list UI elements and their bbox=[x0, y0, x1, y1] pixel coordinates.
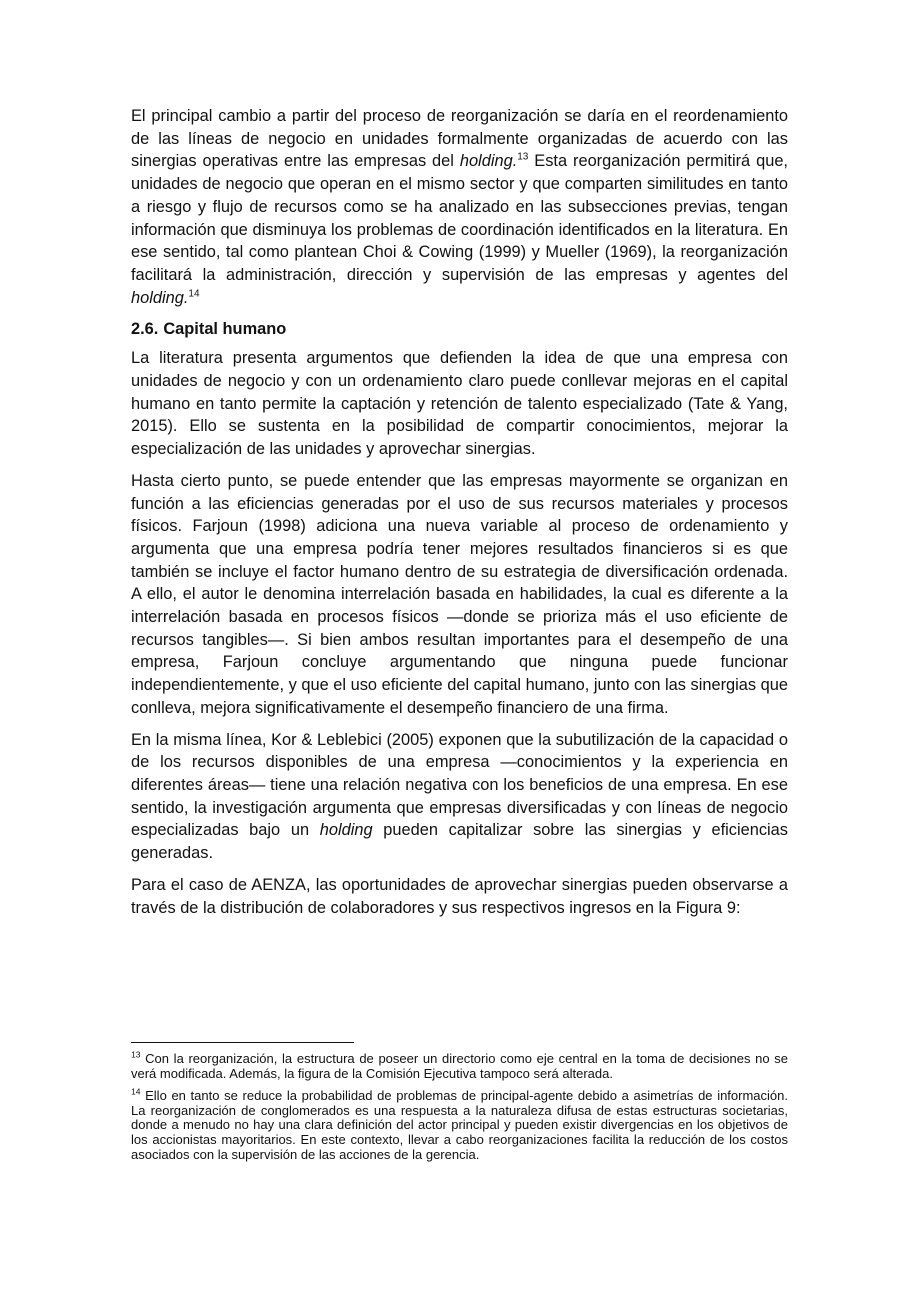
paragraph-literatura: La literatura presenta argumentos que defienden la idea de que una empresa con unidades de negocio y con un ordenamiento claro puede conllevar mejoras en el capital humano en tanto permite la captación y retención de talento especializado (Tate & Yang, 2015). Ello se sustenta en la posibilidad de compartir conocimientos, mejorar la especialización de las unidades y aprovechar sinergias. bbox=[131, 349, 788, 459]
text-run: En la misma línea, Kor & Leblebici (2005) exponen que la subutilización de la capacidad o de los recursos disponibles de una empresa —conocimientos y la experiencia en diferentes áreas— tiene una relación negativa con los beneficios de una empresa. En ese sentido, la investigación argumenta que empresas diversificadas y con líneas de negocio especializadas bajo un bbox=[131, 730, 788, 840]
paragraph-kor-leblebici bbox=[131, 729, 788, 865]
text-run: pueden capitalizar sobre las sinergias y eficiencias generadas. bbox=[131, 821, 788, 863]
footnote-13 bbox=[131, 1049, 788, 1081]
paragraph-reorganizacion bbox=[131, 105, 788, 309]
page-body bbox=[131, 105, 788, 928]
text-run: El principal cambio a partir del proceso de reorganización se daría en el reordenamiento de las líneas de negocio en unidades formalmente organizadas de acuerdo con las sinergias operativas entre las empresas del bbox=[131, 107, 788, 171]
footnote-14 bbox=[131, 1086, 788, 1162]
section-heading bbox=[131, 318, 788, 340]
footnote-ref-13[interactable]: 13 bbox=[517, 151, 529, 163]
footnote-separator bbox=[131, 1042, 354, 1043]
footnote-number: 14 bbox=[131, 1086, 141, 1097]
italic-holding: holding. bbox=[459, 152, 518, 171]
italic-holding: holding. bbox=[131, 288, 189, 307]
section-number: 2.6. bbox=[131, 320, 159, 339]
footnote-ref-14[interactable]: 14 bbox=[188, 288, 200, 300]
section-title: Capital humano bbox=[163, 320, 287, 339]
paragraph-aenza: Para el caso de AENZA, las oportunidades de aprovechar sinergias pueden observarse a través de la distribución de colaboradores y sus respectivos ingresos en la Figura 9: bbox=[131, 875, 788, 917]
paragraph-farjoun: Hasta cierto punto, se puede entender que las empresas mayormente se organizan en función a las eficiencias generadas por el uso de sus recursos materiales y procesos físicos. Farjoun (1998) adiciona una nueva variable al proceso de ordenamiento y argumenta que una empresa podría tener mejores resultados financieros si es que también se incluye el factor humano dentro de su estrategia de diversificación ordenada. A ello, el autor le denomina interrelación basada en habilidades, la cual es diferente a la interrelación basada en procesos físicos —donde se prioriza más el uso eficiente de recursos tangibles—. Si bien ambos resultan importantes para el desempeño de una empresa, Farjoun concluye argumentando que ninguna puede funcionar independientemente, y que el uso eficiente del capital humano, junto con las sinergias que conlleva, mejora significativamente el desempeño financiero de una firma. bbox=[131, 471, 788, 717]
footnote-text: Ello en tanto se reduce la probabilidad de problemas de principal-agente debido a asimetrías de información. La reorganización de conglomerados es una respuesta a la naturaleza difusa de estas estructuras societarias, donde a menudo no hay una clara definición del actor principal y pueden existir divergencias en los objetivos de los accionistas mayoritarios. En este contexto, llevar a cabo reorganizaciones facilita la reducción de los costos asociados con la supervisión de las acciones de la gerencia. bbox=[131, 1088, 788, 1162]
text-run: Esta reorganización permitirá que, unidades de negocio que operan en el mismo sector y que comparten similitudes en tanto a riesgo y flujo de recursos como se ha analizado en las subsecciones previas, tengan información que disminuya los problemas de coordinación identificados en la literatura. En ese sentido, tal como plantean Choi & Cowing (1999) y Mueller (1969), la reorganización facilitará la administración, dirección y supervisión de las empresas y agentes del bbox=[131, 152, 788, 284]
footnote-text: Con la reorganización, la estructura de poseer un directorio como eje central en la toma de decisiones no se verá modificada. Además, la figura de la Comisión Ejecutiva tampoco será alterada. bbox=[131, 1051, 788, 1081]
italic-holding: holding bbox=[319, 821, 373, 840]
footnotes-section bbox=[131, 1042, 788, 1170]
footnote-number: 13 bbox=[131, 1049, 141, 1060]
